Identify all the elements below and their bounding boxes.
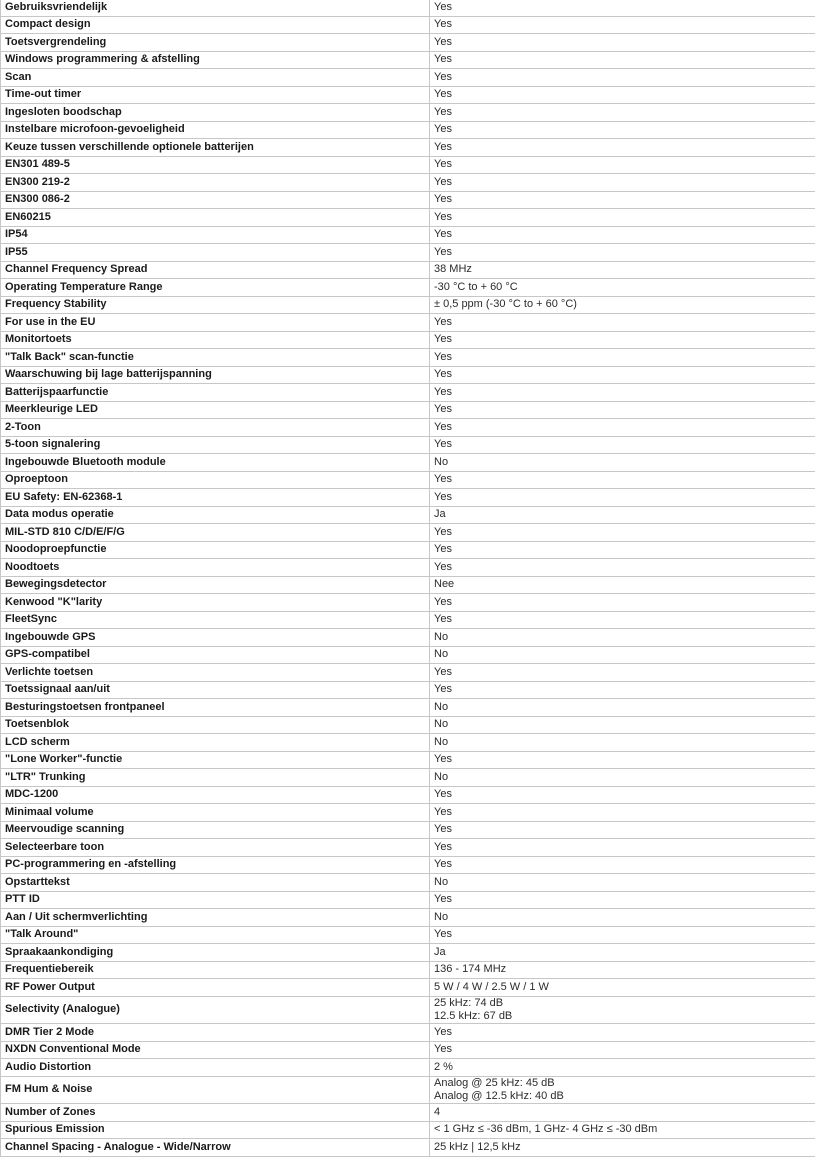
spec-value: Yes xyxy=(430,16,815,34)
spec-label: Instelbare microfoon-gevoeligheid xyxy=(1,121,430,139)
spec-value: No xyxy=(430,909,815,927)
spec-label: Spraakaankondiging xyxy=(1,944,430,962)
table-row xyxy=(1,16,815,34)
spec-label: Channel Spacing - Analogue - Wide/Narrow xyxy=(1,1139,430,1157)
table-row xyxy=(1,856,815,874)
table-row xyxy=(1,1104,815,1122)
table-row xyxy=(1,559,815,577)
table-row xyxy=(1,769,815,787)
table-row xyxy=(1,646,815,664)
spec-label: PTT ID xyxy=(1,891,430,909)
table-row xyxy=(1,926,815,944)
spec-value: Yes xyxy=(430,821,815,839)
spec-value: No xyxy=(430,629,815,647)
spec-value: No xyxy=(430,769,815,787)
specifications-body xyxy=(1,0,815,1156)
table-row xyxy=(1,384,815,402)
spec-label: Compact design xyxy=(1,16,430,34)
spec-label: Frequentiebereik xyxy=(1,961,430,979)
spec-value: Yes xyxy=(430,611,815,629)
spec-value: Yes xyxy=(430,51,815,69)
table-row xyxy=(1,489,815,507)
spec-label: Selecteerbare toon xyxy=(1,839,430,857)
spec-label: Meervoudige scanning xyxy=(1,821,430,839)
spec-value: No xyxy=(430,734,815,752)
spec-value-line: Analog @ 25 kHz: 45 dB xyxy=(434,1076,555,1089)
spec-label: Kenwood "K"larity xyxy=(1,594,430,612)
table-row xyxy=(1,664,815,682)
spec-label: Spurious Emission xyxy=(1,1121,430,1139)
table-row xyxy=(1,1041,815,1059)
spec-label: EN300 086-2 xyxy=(1,191,430,209)
spec-label: "Talk Back" scan-functie xyxy=(1,349,430,367)
table-row xyxy=(1,681,815,699)
spec-value: Yes xyxy=(430,419,815,437)
table-row xyxy=(1,1139,815,1157)
spec-label: Ingebouwde Bluetooth module xyxy=(1,454,430,472)
table-row xyxy=(1,874,815,892)
spec-value: Yes xyxy=(430,401,815,419)
spec-label: EN301 489-5 xyxy=(1,156,430,174)
spec-value: No xyxy=(430,699,815,717)
table-row xyxy=(1,366,815,384)
spec-label: Noodtoets xyxy=(1,559,430,577)
table-row xyxy=(1,506,815,524)
table-row xyxy=(1,576,815,594)
table-row xyxy=(1,226,815,244)
spec-label: "Lone Worker"-functie xyxy=(1,751,430,769)
spec-label: Monitortoets xyxy=(1,331,430,349)
table-row xyxy=(1,629,815,647)
table-row xyxy=(1,961,815,979)
spec-value: Yes xyxy=(430,174,815,192)
spec-value: 136 - 174 MHz xyxy=(430,961,815,979)
spec-value: < 1 GHz ≤ -36 dBm, 1 GHz- 4 GHz ≤ -30 dBm xyxy=(430,1121,815,1139)
table-row xyxy=(1,734,815,752)
spec-label: Windows programmering & afstelling xyxy=(1,51,430,69)
spec-value: Yes xyxy=(430,384,815,402)
table-row xyxy=(1,174,815,192)
spec-label: Toetssignaal aan/uit xyxy=(1,681,430,699)
table-row xyxy=(1,839,815,857)
spec-label: For use in the EU xyxy=(1,314,430,332)
spec-value: Yes xyxy=(430,69,815,87)
spec-label: Minimaal volume xyxy=(1,804,430,822)
spec-value: ± 0,5 ppm (-30 °C to + 60 °C) xyxy=(430,296,815,314)
spec-label: Selectivity (Analogue) xyxy=(1,996,430,1024)
spec-value: Yes xyxy=(430,244,815,262)
spec-label: Ingebouwde GPS xyxy=(1,629,430,647)
table-row xyxy=(1,471,815,489)
table-row xyxy=(1,314,815,332)
table-row xyxy=(1,296,815,314)
table-row xyxy=(1,261,815,279)
spec-value: No xyxy=(430,454,815,472)
spec-label: Oproeptoon xyxy=(1,471,430,489)
table-row xyxy=(1,349,815,367)
spec-label: DMR Tier 2 Mode xyxy=(1,1024,430,1042)
spec-value: Yes xyxy=(430,436,815,454)
spec-label: LCD scherm xyxy=(1,734,430,752)
spec-value: Ja xyxy=(430,506,815,524)
spec-label: Bewegingsdetector xyxy=(1,576,430,594)
spec-value: Yes xyxy=(430,226,815,244)
table-row xyxy=(1,69,815,87)
spec-label: IP54 xyxy=(1,226,430,244)
spec-value: Yes xyxy=(430,489,815,507)
table-row xyxy=(1,541,815,559)
spec-label: "LTR" Trunking xyxy=(1,769,430,787)
table-row xyxy=(1,436,815,454)
spec-value: Yes xyxy=(430,139,815,157)
spec-value-line: 12.5 kHz: 67 dB xyxy=(434,1009,513,1022)
table-row xyxy=(1,1059,815,1077)
spec-value: Yes xyxy=(430,121,815,139)
table-row xyxy=(1,244,815,262)
table-row xyxy=(1,996,815,1024)
spec-label: Aan / Uit schermverlichting xyxy=(1,909,430,927)
table-row xyxy=(1,139,815,157)
spec-value xyxy=(430,996,815,1024)
spec-label: Toetsenblok xyxy=(1,716,430,734)
table-row xyxy=(1,751,815,769)
spec-value: Yes xyxy=(430,804,815,822)
spec-value: Yes xyxy=(430,559,815,577)
spec-label: PC-programmering en -afstelling xyxy=(1,856,430,874)
spec-label: NXDN Conventional Mode xyxy=(1,1041,430,1059)
spec-label: FM Hum & Noise xyxy=(1,1076,430,1104)
spec-label: EU Safety: EN-62368-1 xyxy=(1,489,430,507)
spec-value: Yes xyxy=(430,541,815,559)
spec-value: Yes xyxy=(430,0,815,16)
table-row xyxy=(1,331,815,349)
spec-value: 38 MHz xyxy=(430,261,815,279)
spec-label: Audio Distortion xyxy=(1,1059,430,1077)
table-row xyxy=(1,34,815,52)
spec-label: Data modus operatie xyxy=(1,506,430,524)
spec-label: Noodoproepfunctie xyxy=(1,541,430,559)
table-row xyxy=(1,419,815,437)
table-row xyxy=(1,524,815,542)
spec-label: Meerkleurige LED xyxy=(1,401,430,419)
spec-label: Besturingstoetsen frontpaneel xyxy=(1,699,430,717)
spec-label: Gebruiksvriendelijk xyxy=(1,0,430,16)
spec-value: Yes xyxy=(430,104,815,122)
spec-label: IP55 xyxy=(1,244,430,262)
spec-label: Opstarttekst xyxy=(1,874,430,892)
spec-value: Yes xyxy=(430,156,815,174)
spec-value: No xyxy=(430,646,815,664)
table-row xyxy=(1,454,815,472)
spec-value: Yes xyxy=(430,839,815,857)
spec-value: Yes xyxy=(430,1024,815,1042)
spec-label: Waarschuwing bij lage batterijspanning xyxy=(1,366,430,384)
table-row xyxy=(1,891,815,909)
spec-value: No xyxy=(430,874,815,892)
spec-value: Yes xyxy=(430,524,815,542)
table-row xyxy=(1,909,815,927)
spec-label: Verlichte toetsen xyxy=(1,664,430,682)
spec-label: RF Power Output xyxy=(1,979,430,997)
spec-value: Yes xyxy=(430,891,815,909)
spec-value: 25 kHz | 12,5 kHz xyxy=(430,1139,815,1157)
spec-value: Yes xyxy=(430,926,815,944)
spec-label: Frequency Stability xyxy=(1,296,430,314)
spec-value: Yes xyxy=(430,86,815,104)
table-row xyxy=(1,594,815,612)
spec-label: Time-out timer xyxy=(1,86,430,104)
spec-label: Channel Frequency Spread xyxy=(1,261,430,279)
table-row xyxy=(1,786,815,804)
spec-label: Ingesloten boodschap xyxy=(1,104,430,122)
table-row xyxy=(1,944,815,962)
spec-label: Scan xyxy=(1,69,430,87)
spec-value: Yes xyxy=(430,349,815,367)
table-row xyxy=(1,86,815,104)
spec-label: "Talk Around" xyxy=(1,926,430,944)
spec-label: FleetSync xyxy=(1,611,430,629)
spec-label: MDC-1200 xyxy=(1,786,430,804)
spec-value: Yes xyxy=(430,594,815,612)
spec-value: 2 % xyxy=(430,1059,815,1077)
spec-value: -30 °C to + 60 °C xyxy=(430,279,815,297)
spec-label: Number of Zones xyxy=(1,1104,430,1122)
spec-value: Yes xyxy=(430,471,815,489)
spec-value: Yes xyxy=(430,314,815,332)
table-row xyxy=(1,51,815,69)
spec-value: Yes xyxy=(430,209,815,227)
spec-label: Toetsvergrendeling xyxy=(1,34,430,52)
spec-label: 5-toon signalering xyxy=(1,436,430,454)
spec-value: No xyxy=(430,716,815,734)
table-row xyxy=(1,121,815,139)
table-row xyxy=(1,209,815,227)
spec-value: Yes xyxy=(430,751,815,769)
table-row xyxy=(1,191,815,209)
spec-value: Yes xyxy=(430,366,815,384)
spec-value: Yes xyxy=(430,681,815,699)
spec-value-line: 25 kHz: 74 dB xyxy=(434,996,504,1009)
spec-value: Yes xyxy=(430,34,815,52)
spec-label: 2-Toon xyxy=(1,419,430,437)
spec-value xyxy=(430,1076,815,1104)
table-row xyxy=(1,1121,815,1139)
spec-label: EN300 219-2 xyxy=(1,174,430,192)
table-row xyxy=(1,611,815,629)
table-row xyxy=(1,716,815,734)
spec-value: Yes xyxy=(430,856,815,874)
spec-value: Nee xyxy=(430,576,815,594)
spec-value: Yes xyxy=(430,191,815,209)
table-row xyxy=(1,0,815,16)
table-row xyxy=(1,279,815,297)
spec-value: 4 xyxy=(430,1104,815,1122)
spec-label: Keuze tussen verschillende optionele batterijen xyxy=(1,139,430,157)
table-row xyxy=(1,104,815,122)
spec-value: Ja xyxy=(430,944,815,962)
table-row xyxy=(1,804,815,822)
spec-label: Operating Temperature Range xyxy=(1,279,430,297)
table-row xyxy=(1,821,815,839)
table-row xyxy=(1,699,815,717)
spec-value: 5 W / 4 W / 2.5 W / 1 W xyxy=(430,979,815,997)
spec-value: Yes xyxy=(430,1041,815,1059)
table-row xyxy=(1,1024,815,1042)
spec-value: Yes xyxy=(430,331,815,349)
table-row xyxy=(1,979,815,997)
spec-value: Yes xyxy=(430,786,815,804)
table-row xyxy=(1,1076,815,1104)
spec-label: GPS-compatibel xyxy=(1,646,430,664)
spec-value-line: Analog @ 12.5 kHz: 40 dB xyxy=(434,1089,564,1102)
table-row xyxy=(1,401,815,419)
spec-label: Batterijspaarfunctie xyxy=(1,384,430,402)
spec-value: Yes xyxy=(430,664,815,682)
table-row xyxy=(1,156,815,174)
spec-label: EN60215 xyxy=(1,209,430,227)
spec-label: MIL-STD 810 C/D/E/F/G xyxy=(1,524,430,542)
